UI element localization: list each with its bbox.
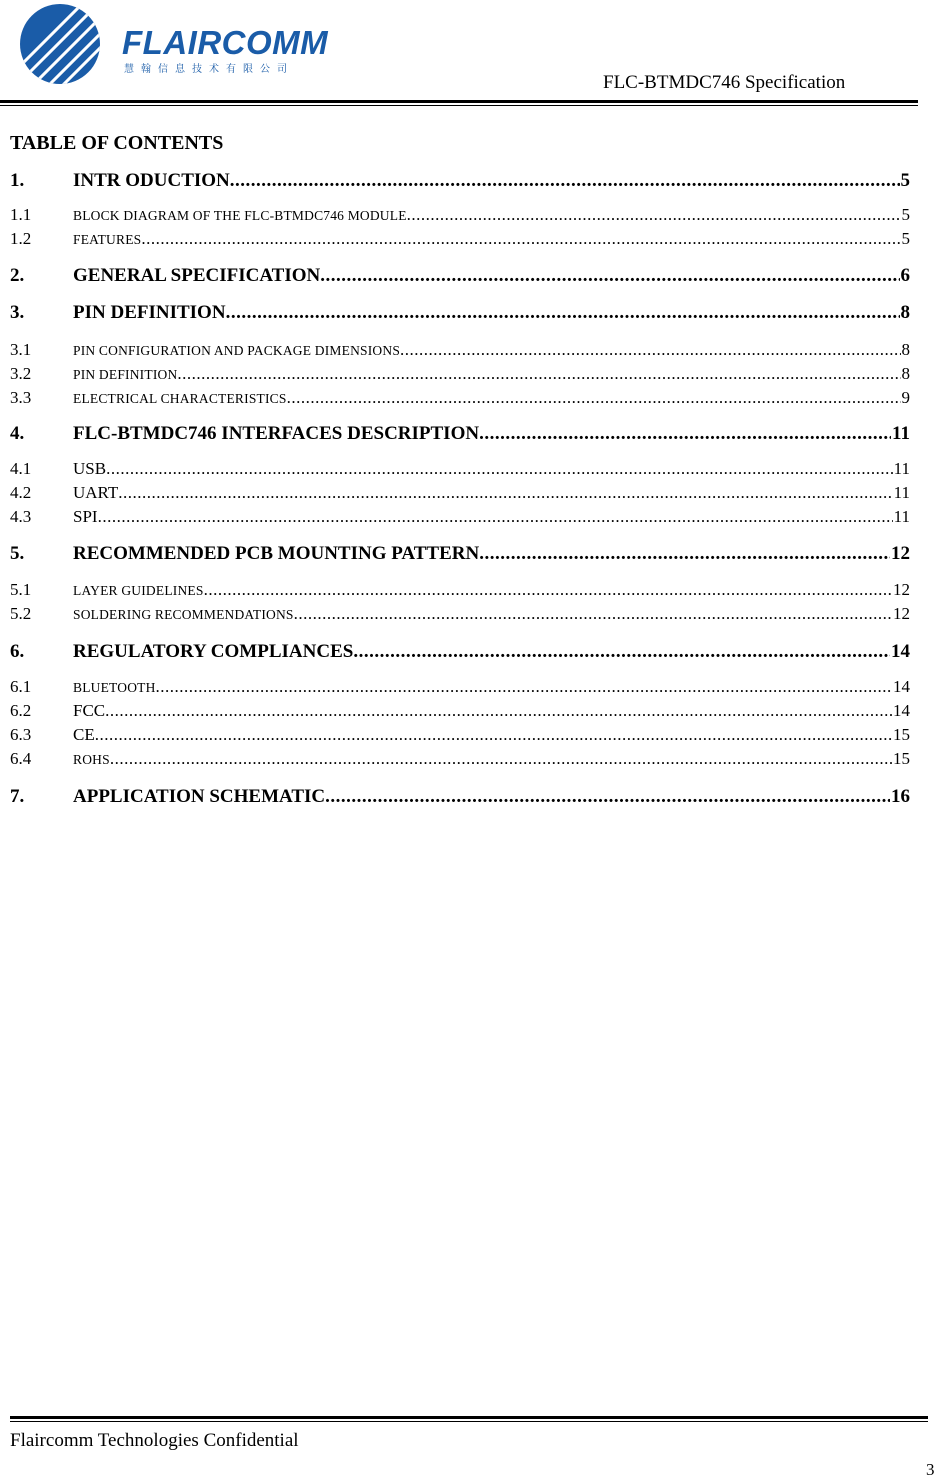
toc-leader-dots [287, 388, 901, 408]
toc-leader-dots [230, 170, 900, 192]
toc-entry-page: 5 [900, 170, 910, 191]
toc-entry-title: SPI [73, 507, 98, 526]
toc-entry-number: 6.2 [10, 701, 32, 720]
toc-entry-title: BLUETOOTH [73, 680, 156, 695]
toc-entry-title: SOLDERING RECOMMENDATIONS [73, 607, 294, 622]
footer-rule [10, 1416, 928, 1419]
toc-entry[interactable] [10, 677, 910, 697]
toc-leader-dots [400, 340, 900, 360]
toc-entry[interactable] [10, 364, 910, 384]
header-rule-thin [0, 105, 918, 106]
toc-leader-dots [98, 507, 893, 527]
toc-leader-dots [320, 265, 899, 287]
toc-entry-number: 3.2 [10, 364, 32, 383]
toc-entry-title: FCC [73, 701, 106, 720]
company-logo [14, 2, 329, 86]
toc-entry-number: 6.4 [10, 749, 32, 768]
toc-entry-page: 12 [893, 604, 910, 623]
toc-entry-number: 7. [10, 786, 25, 807]
toc-entry[interactable] [10, 388, 910, 408]
toc-entry-page: 8 [900, 302, 910, 323]
toc-leader-dots [110, 749, 892, 769]
toc-entry[interactable] [10, 701, 910, 721]
toc-leader-dots [407, 205, 901, 225]
toc-leader-dots [204, 580, 892, 600]
toc-entry-page: 11 [893, 459, 910, 478]
toc-entry[interactable] [10, 641, 910, 663]
footer-rule-thin [10, 1421, 928, 1422]
toc-entry-title: LAYER GUIDELINES [73, 583, 204, 598]
toc-entry-number: 3.3 [10, 388, 32, 407]
toc-entry[interactable] [10, 459, 910, 479]
toc-entry-number: 2. [10, 265, 25, 286]
toc-entry-number: 3.1 [10, 340, 32, 359]
toc-entry-number: 6.3 [10, 725, 32, 744]
toc-entry-page: 14 [893, 677, 910, 696]
toc-entry-number: 4.3 [10, 507, 32, 526]
toc-entry-page: 11 [893, 483, 910, 502]
toc-entry-title: REGULATORY COMPLIANCES [73, 641, 354, 662]
toc-entry[interactable] [10, 170, 910, 192]
toc-entry-number: 3. [10, 302, 25, 323]
toc-entry-title: ROHS [73, 752, 110, 767]
toc-leader-dots [226, 302, 900, 324]
toc-entry-number: 1.2 [10, 229, 32, 248]
toc-leader-dots [479, 543, 890, 565]
toc-entry-page: 9 [901, 388, 910, 407]
toc-entry-page: 5 [901, 205, 910, 224]
toc-entry-page: 6 [900, 265, 910, 286]
toc-leader-dots [353, 641, 890, 663]
toc-entry[interactable] [10, 483, 910, 503]
toc-leader-dots [141, 229, 900, 249]
toc-leader-dots [294, 604, 892, 624]
toc-entry-title: BLOCK DIAGRAM OF THE FLC-BTMDC746 MODULE [73, 208, 407, 223]
toc-entry[interactable] [10, 786, 910, 808]
toc-entry-page: 5 [901, 229, 910, 248]
toc-entry-title: ELECTRICAL CHARACTERISTICS [73, 391, 287, 406]
toc-entry-title: RECOMMENDED PCB MOUNTING PATTERN [73, 543, 480, 564]
toc-entry[interactable] [10, 302, 910, 324]
toc-entry-number: 4.1 [10, 459, 32, 478]
toc-entry-number: 4. [10, 423, 25, 444]
toc-entry[interactable] [10, 265, 910, 287]
logo-chinese-name: 慧翰信息技术有限公司 [124, 64, 294, 75]
toc-entry-number: 5. [10, 543, 25, 564]
toc-leader-dots [156, 677, 892, 697]
toc-entry-title: GENERAL SPECIFICATION [73, 265, 321, 286]
logo-globe-icon [14, 2, 114, 86]
toc-entry-title: FEATURES [73, 232, 142, 247]
toc-entry[interactable] [10, 749, 910, 769]
toc-heading: TABLE OF CONTENTS [10, 132, 224, 154]
toc-leader-dots [105, 701, 892, 721]
toc-entry-page: 15 [893, 725, 910, 744]
page-number: 3 [926, 1460, 935, 1479]
toc-entry-number: 1. [10, 170, 25, 191]
toc-entry-title: PIN DEFINITION [73, 367, 178, 382]
header-rule [0, 100, 918, 103]
toc-entry[interactable] [10, 725, 910, 745]
toc-entry-number: 5.1 [10, 580, 32, 599]
toc-entry-number: 5.2 [10, 604, 32, 623]
toc-entry[interactable] [10, 507, 910, 527]
toc-leader-dots [325, 786, 890, 808]
toc-entry-page: 15 [893, 749, 910, 768]
toc-entry-number: 4.2 [10, 483, 32, 502]
toc-entry[interactable] [10, 205, 910, 225]
toc-entry-page: 14 [891, 641, 910, 662]
toc-entry[interactable] [10, 340, 910, 360]
toc-entry[interactable] [10, 604, 910, 624]
toc-entry-title: USB [73, 459, 107, 478]
toc-entry-page: 12 [893, 580, 910, 599]
toc-entry-number: 6.1 [10, 677, 32, 696]
toc-entry-title: CE [73, 725, 95, 744]
toc-entry-page: 11 [892, 423, 910, 444]
toc-entry-page: 12 [891, 543, 910, 564]
toc-entry-number: 6. [10, 641, 25, 662]
toc-entry-title: FLC-BTMDC746 INTERFACES DESCRIPTION [73, 423, 480, 444]
toc-entry[interactable] [10, 580, 910, 600]
toc-entry-title: INTR ODUCTION [73, 170, 230, 191]
toc-entry-page: 8 [901, 364, 910, 383]
toc-entry-page: 14 [893, 701, 910, 720]
document-title: FLC-BTMDC746 Specification [603, 72, 846, 93]
toc-entry[interactable] [10, 423, 910, 445]
toc-entry-title: PIN CONFIGURATION AND PACKAGE DIMENSIONS [73, 343, 401, 358]
toc-entry-title: APPLICATION SCHEMATIC [73, 786, 326, 807]
toc-entry[interactable] [10, 543, 910, 565]
footer-confidential: Flaircomm Technologies Confidential [10, 1430, 299, 1451]
logo-wordmark: FLAIRCOMM [122, 24, 329, 61]
toc-entry-page: 11 [893, 507, 910, 526]
toc-entry-page: 16 [891, 786, 910, 807]
toc-entry-number: 1.1 [10, 205, 32, 224]
toc-leader-dots [479, 423, 891, 445]
toc-entry[interactable] [10, 229, 910, 249]
toc-leader-dots [177, 364, 900, 384]
toc-entry-page: 8 [901, 340, 910, 359]
toc-leader-dots [106, 459, 893, 479]
toc-leader-dots [118, 483, 892, 503]
toc-leader-dots [95, 725, 892, 745]
toc-entry-title: PIN DEFINITION [73, 302, 226, 323]
toc-entry-title: UART [73, 483, 119, 502]
